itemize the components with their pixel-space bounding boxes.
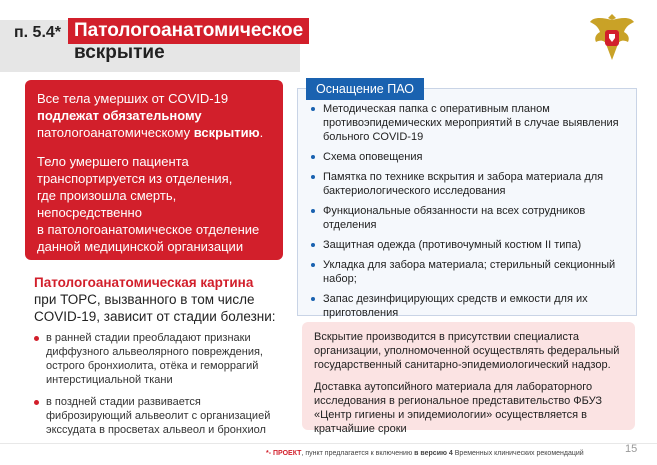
page-title-line2: вскрытие bbox=[74, 42, 165, 63]
delivery-paragraph: Доставка аутопсийного материала для лабораторного исследования в региональное представительство ФБУЗ «Центр гигиены и эпидемиологии» осуществляется в кратчайшие сроки bbox=[314, 381, 603, 435]
list-item: Запас дезинфицирующих средств и емкости для их приготовления bbox=[310, 292, 630, 320]
list-item: в поздней стадии развивается фиброзирующий альвеолит с организацией экссудата в просветах альвеол и бронхиол bbox=[34, 395, 284, 437]
list-item: Методическая папка с оперативным планом противоэпидемических мероприятий в случае выявления больного COVID-19 bbox=[310, 102, 630, 144]
supervision-note-box bbox=[302, 322, 635, 435]
footer-divider bbox=[0, 443, 657, 444]
slide-header bbox=[0, 0, 657, 80]
list-item: Схема оповещения bbox=[310, 150, 630, 164]
footnote: *- ПРОЕКТ, пункт предлагается к включению в версию 4 Временных клинических рекомендаций bbox=[266, 450, 584, 457]
bullet-icon bbox=[311, 209, 315, 213]
list-item: Защитная одежда (противочумный костюм II типа) bbox=[310, 238, 630, 252]
pathology-heading: Патологоанатомическая картина bbox=[34, 275, 254, 290]
supervision-paragraph: Вскрытие производится в присутствии специалиста организации, уполномоченной осуществлять федеральный государственный санитарно-эпидемиологический надзор. bbox=[314, 331, 620, 371]
autopsy-requirement-box bbox=[25, 80, 283, 260]
page-number: 15 bbox=[625, 443, 638, 455]
coat-of-arms-icon bbox=[586, 8, 638, 64]
pathology-picture-section bbox=[34, 274, 284, 445]
bullet-icon bbox=[311, 243, 315, 247]
pathology-intro: при ТОРС, вызванного в том числе COVID-19, зависит от стадии болезни: bbox=[34, 292, 276, 324]
bullet-icon bbox=[311, 297, 315, 301]
list-item: Памятка по технике вскрытия и забора материала для бактериологического исследования bbox=[310, 170, 630, 198]
transport-paragraph: Тело умершего пациента транспортируется из отделения, где произошла смерть, непосредственно в патологоанатомическое отделение данной медицинской организации bbox=[37, 154, 260, 254]
bullet-icon bbox=[311, 175, 315, 179]
requirement-paragraph: Все тела умерших от COVID-19 подлежат обязательному патологоанатомическому вскрытию. bbox=[37, 91, 264, 140]
bullet-icon bbox=[311, 263, 315, 267]
equipment-list bbox=[310, 102, 630, 326]
bullet-icon bbox=[34, 400, 39, 405]
bullet-icon bbox=[311, 155, 315, 159]
section-number: п. 5.4* bbox=[14, 24, 62, 41]
list-item: в ранней стадии преобладают признаки диффузного альвеолярного повреждения, острого бронхиолита, отёка и геморрагий интерстициальной ткани bbox=[34, 331, 284, 387]
page-title: Патологоанатомическое bbox=[68, 18, 309, 44]
list-item: Функциональные обязанности на всех сотрудников отделения bbox=[310, 204, 630, 232]
bullet-icon bbox=[311, 107, 315, 111]
bullet-icon bbox=[34, 336, 39, 341]
list-item: Укладка для забора материала; стерильный секционный набор; bbox=[310, 258, 630, 286]
equipment-tab-label: Оснащение ПАО bbox=[306, 78, 424, 100]
stage-list bbox=[34, 331, 284, 437]
